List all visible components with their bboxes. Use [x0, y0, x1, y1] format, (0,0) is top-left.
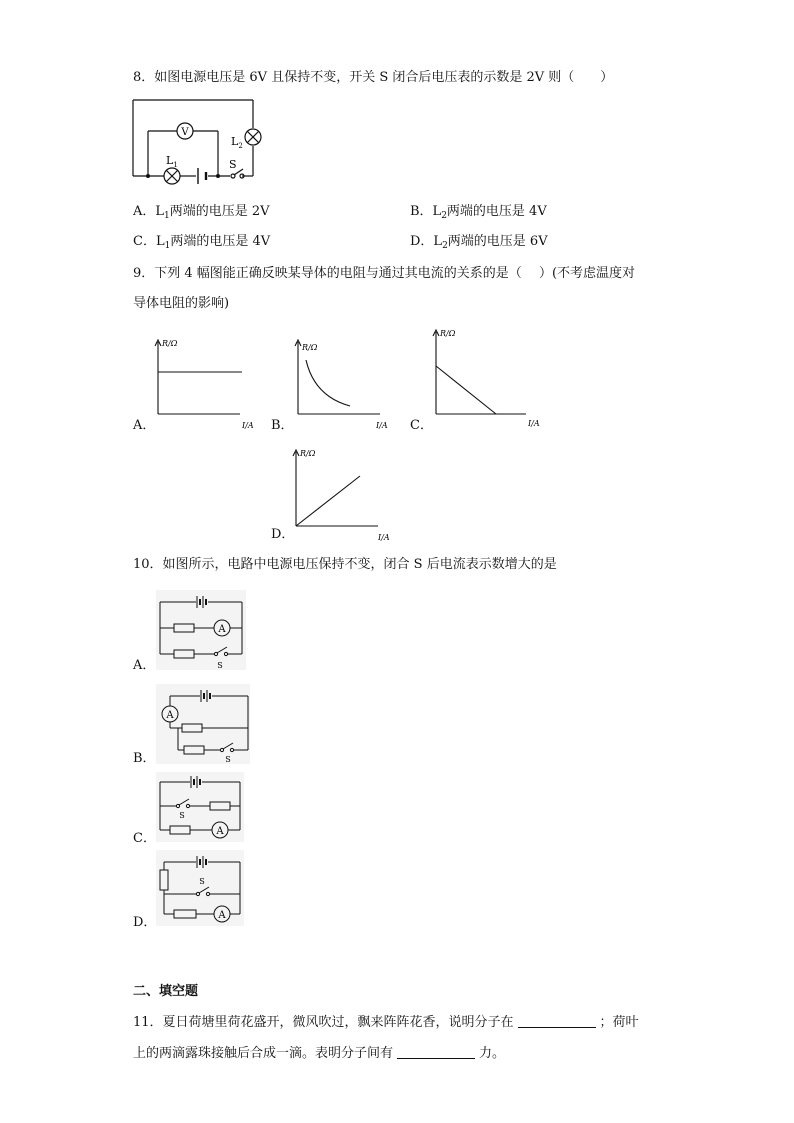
q10-stem: 10．如图所示，电路中电源电压保持不变，闭合 S 后电流表示数增大的是	[133, 557, 557, 572]
svg-text:R/Ω: R/Ω	[162, 339, 178, 348]
q9-graph-a[interactable]	[148, 336, 268, 436]
q11-blank-2[interactable]	[397, 1046, 475, 1059]
svg-text:I/A: I/A	[378, 533, 390, 542]
q10-circuit-c[interactable]	[156, 772, 246, 844]
q8-l1-label: L	[166, 154, 174, 167]
q9-option-b-label[interactable]: B．	[271, 418, 294, 433]
q8-switch-label: S	[229, 158, 237, 171]
q10-option-d-label[interactable]: D．	[133, 915, 157, 930]
q9-graph-c[interactable]	[426, 326, 556, 426]
svg-text:L2: $L_2$	[231, 135, 243, 150]
svg-text:A: A	[218, 624, 226, 635]
svg-text:A: A	[218, 910, 226, 921]
q9-option-c-label[interactable]: C．	[410, 418, 433, 433]
svg-text:S: S	[199, 877, 205, 886]
q9-option-d-label[interactable]: D．	[271, 527, 295, 542]
svg-text:L1: $L_1$	[166, 154, 178, 169]
q8-option-c[interactable]: C．$L_1$两端的电压是 4V	[133, 234, 271, 251]
q8-voltmeter-label: V	[181, 127, 189, 138]
svg-text:S: S	[217, 661, 223, 670]
q11-line2: 上的两滴露珠接触后合成一滴。表明分子间有 力。	[133, 1046, 506, 1061]
q10-circuit-b[interactable]	[156, 684, 252, 766]
svg-text:R/Ω: R/Ω	[302, 343, 318, 352]
q11-line1: 11．夏日荷塘里荷花盛开，微风吹过，飘来阵阵花香，说明分子在 ；荷叶	[133, 1015, 639, 1030]
q9-graph-b[interactable]	[288, 336, 408, 436]
q9-graph-d[interactable]	[286, 446, 406, 546]
q8-option-d[interactable]: D．$L_2$两端的电压是 6V	[410, 234, 548, 251]
q10-option-c-label[interactable]: C．	[133, 831, 156, 846]
q8-stem: 8．如图电源电压是 6V 且保持不变，开关 S 闭合后电压表的示数是 2V 则（ ）	[133, 70, 614, 85]
svg-text:I/A: I/A	[242, 421, 254, 430]
q9-stem-line1: 9．下列 4 幅图能正确反映某导体的电阻与通过其电流的关系的是（ ）(不考虑温度对	[133, 266, 636, 281]
section-title-fill-in: 二、填空题	[133, 984, 199, 999]
svg-text:A: A	[216, 826, 224, 837]
q10-option-b-label[interactable]: B．	[133, 751, 156, 766]
svg-text:R/Ω: R/Ω	[300, 449, 316, 458]
q10-option-a-label[interactable]: A．	[133, 658, 156, 673]
q9-stem-line2: 导体电阻的影响)	[133, 296, 230, 311]
q8-option-a[interactable]: A．$L_1$两端的电压是 2V	[133, 204, 270, 221]
q9-option-a-label[interactable]: A．	[133, 418, 156, 433]
svg-text:A: A	[166, 710, 174, 721]
q11-blank-1[interactable]	[518, 1015, 596, 1028]
q10-circuit-d[interactable]	[156, 850, 246, 928]
svg-text:S: S	[225, 755, 231, 764]
q8-circuit-diagram	[130, 98, 270, 188]
svg-text:I/A: I/A	[528, 419, 540, 428]
q10-circuit-a[interactable]	[156, 590, 248, 672]
svg-text:R/Ω: R/Ω	[440, 329, 456, 338]
svg-text:I/A: I/A	[376, 421, 388, 430]
svg-text:S: S	[179, 811, 185, 820]
q8-option-b[interactable]: B．$L_2$两端的电压是 4V	[410, 204, 547, 221]
q8-l2-label: L	[231, 135, 239, 148]
